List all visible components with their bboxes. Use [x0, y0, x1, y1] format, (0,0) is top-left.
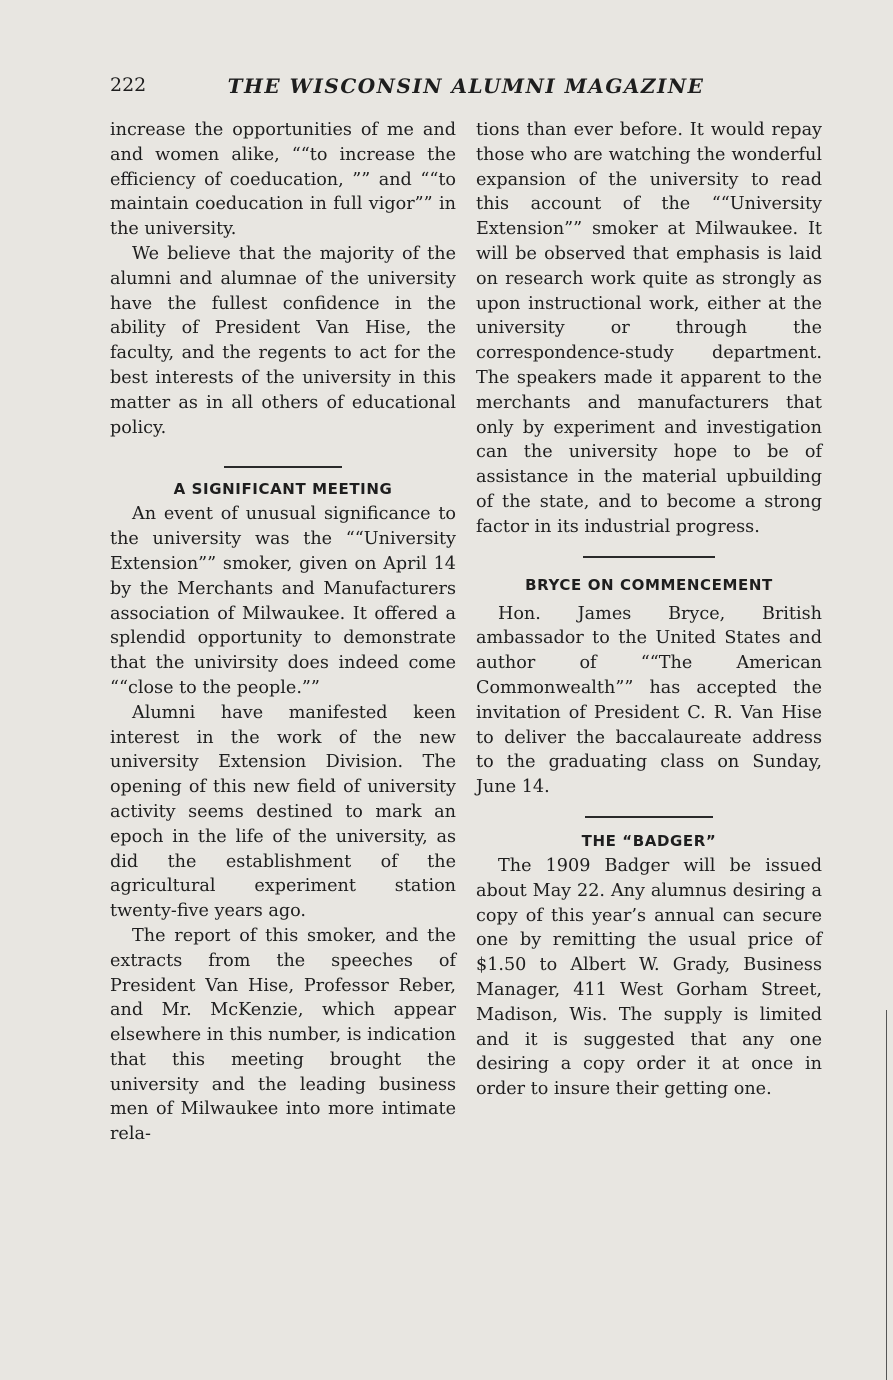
section-heading: A SIGNIFICANT MEETING: [173, 480, 393, 499]
section-divider: [583, 556, 715, 558]
paragraph: Alumni have manifested keen interest in the work of the new university Extension Division. The opening of this new field of university activity seems destined to mark an epoch in the life of the university, as did the establishment of the agricultural experiment station twenty-five years ago.: [110, 702, 456, 922]
right-column: [476, 118, 822, 1102]
left-column: [110, 118, 456, 1147]
paragraph: tions than ever before. It would repay those who are watching the wonderful expansion of the university to read this account of the ““University Extension”” smoker at Milwaukee. It will be observed that emphasis is laid on research work quite as strongly as upon instructional work, either at the university or through the correspondence-study department. The speakers made it apparent to the merchants and manufacturers that only by experiment and investigation can the university hope to be of assistance in the material upbuilding of the state, and to become a strong factor in its industrial progress.: [476, 120, 822, 537]
paragraph: The report of this smoker, and the extracts from the speeches of President Van Hise, Professor Reber, and Mr. McKenzie, which appear elsewhere in this number, is indication that this meeting brought the university and the leading business men of Milwaukee into more intimate rela-: [110, 925, 456, 1145]
section-divider: [585, 816, 713, 818]
page-number: 222: [110, 74, 147, 96]
page-header: [110, 70, 822, 104]
paragraph: The 1909 Badger will be issued about May 22. Any alumnus desiring a copy of this year’s annual can secure one by remitting the usual price of $1.50 to Albert W. Grady, Business Manager, 411 West Gorham Street, Madison, Wis. The supply is limited and it is suggested that any one desiring a copy order it at once in order to insure their getting one.: [476, 855, 822, 1100]
paragraph: An event of unusual significance to the university was the ““University Extension”” smoker, given on April 14 by the Merchants and Manufacturers association of Milwaukee. It offered a splendid opportunity to demonstrate that the univirsity does indeed come ““close to the people.””: [110, 504, 456, 698]
paragraph: We believe that the majority of the alumni and alumnae of the university have the fullest confidence in the ability of President Van Hise, the faculty, and the regents to act for the best interests of the university in this matter as in all others of educational policy.: [110, 243, 456, 438]
section-divider: [224, 466, 342, 468]
page-edge-line: [886, 1010, 887, 1380]
running-title: THE WISCONSIN ALUMNI MAGAZINE: [227, 74, 705, 98]
paragraph: Hon. James Bryce, British ambassador to the United States and author of ““The American Commonwealth”” has accepted the invitation of President C. R. Van Hise to deliver the baccalaureate address to the graduating class on Sunday, June 14.: [476, 603, 822, 798]
section-heading: THE “BADGER”: [581, 831, 717, 850]
paragraph: increase the opportunities of me and and women alike, ““to increase the efficiency of coeducation, ”” and ““to maintain coeducation in full vigor”” in the university.: [110, 120, 456, 240]
section-heading: BRYCE ON COMMENCEMENT: [525, 575, 773, 594]
